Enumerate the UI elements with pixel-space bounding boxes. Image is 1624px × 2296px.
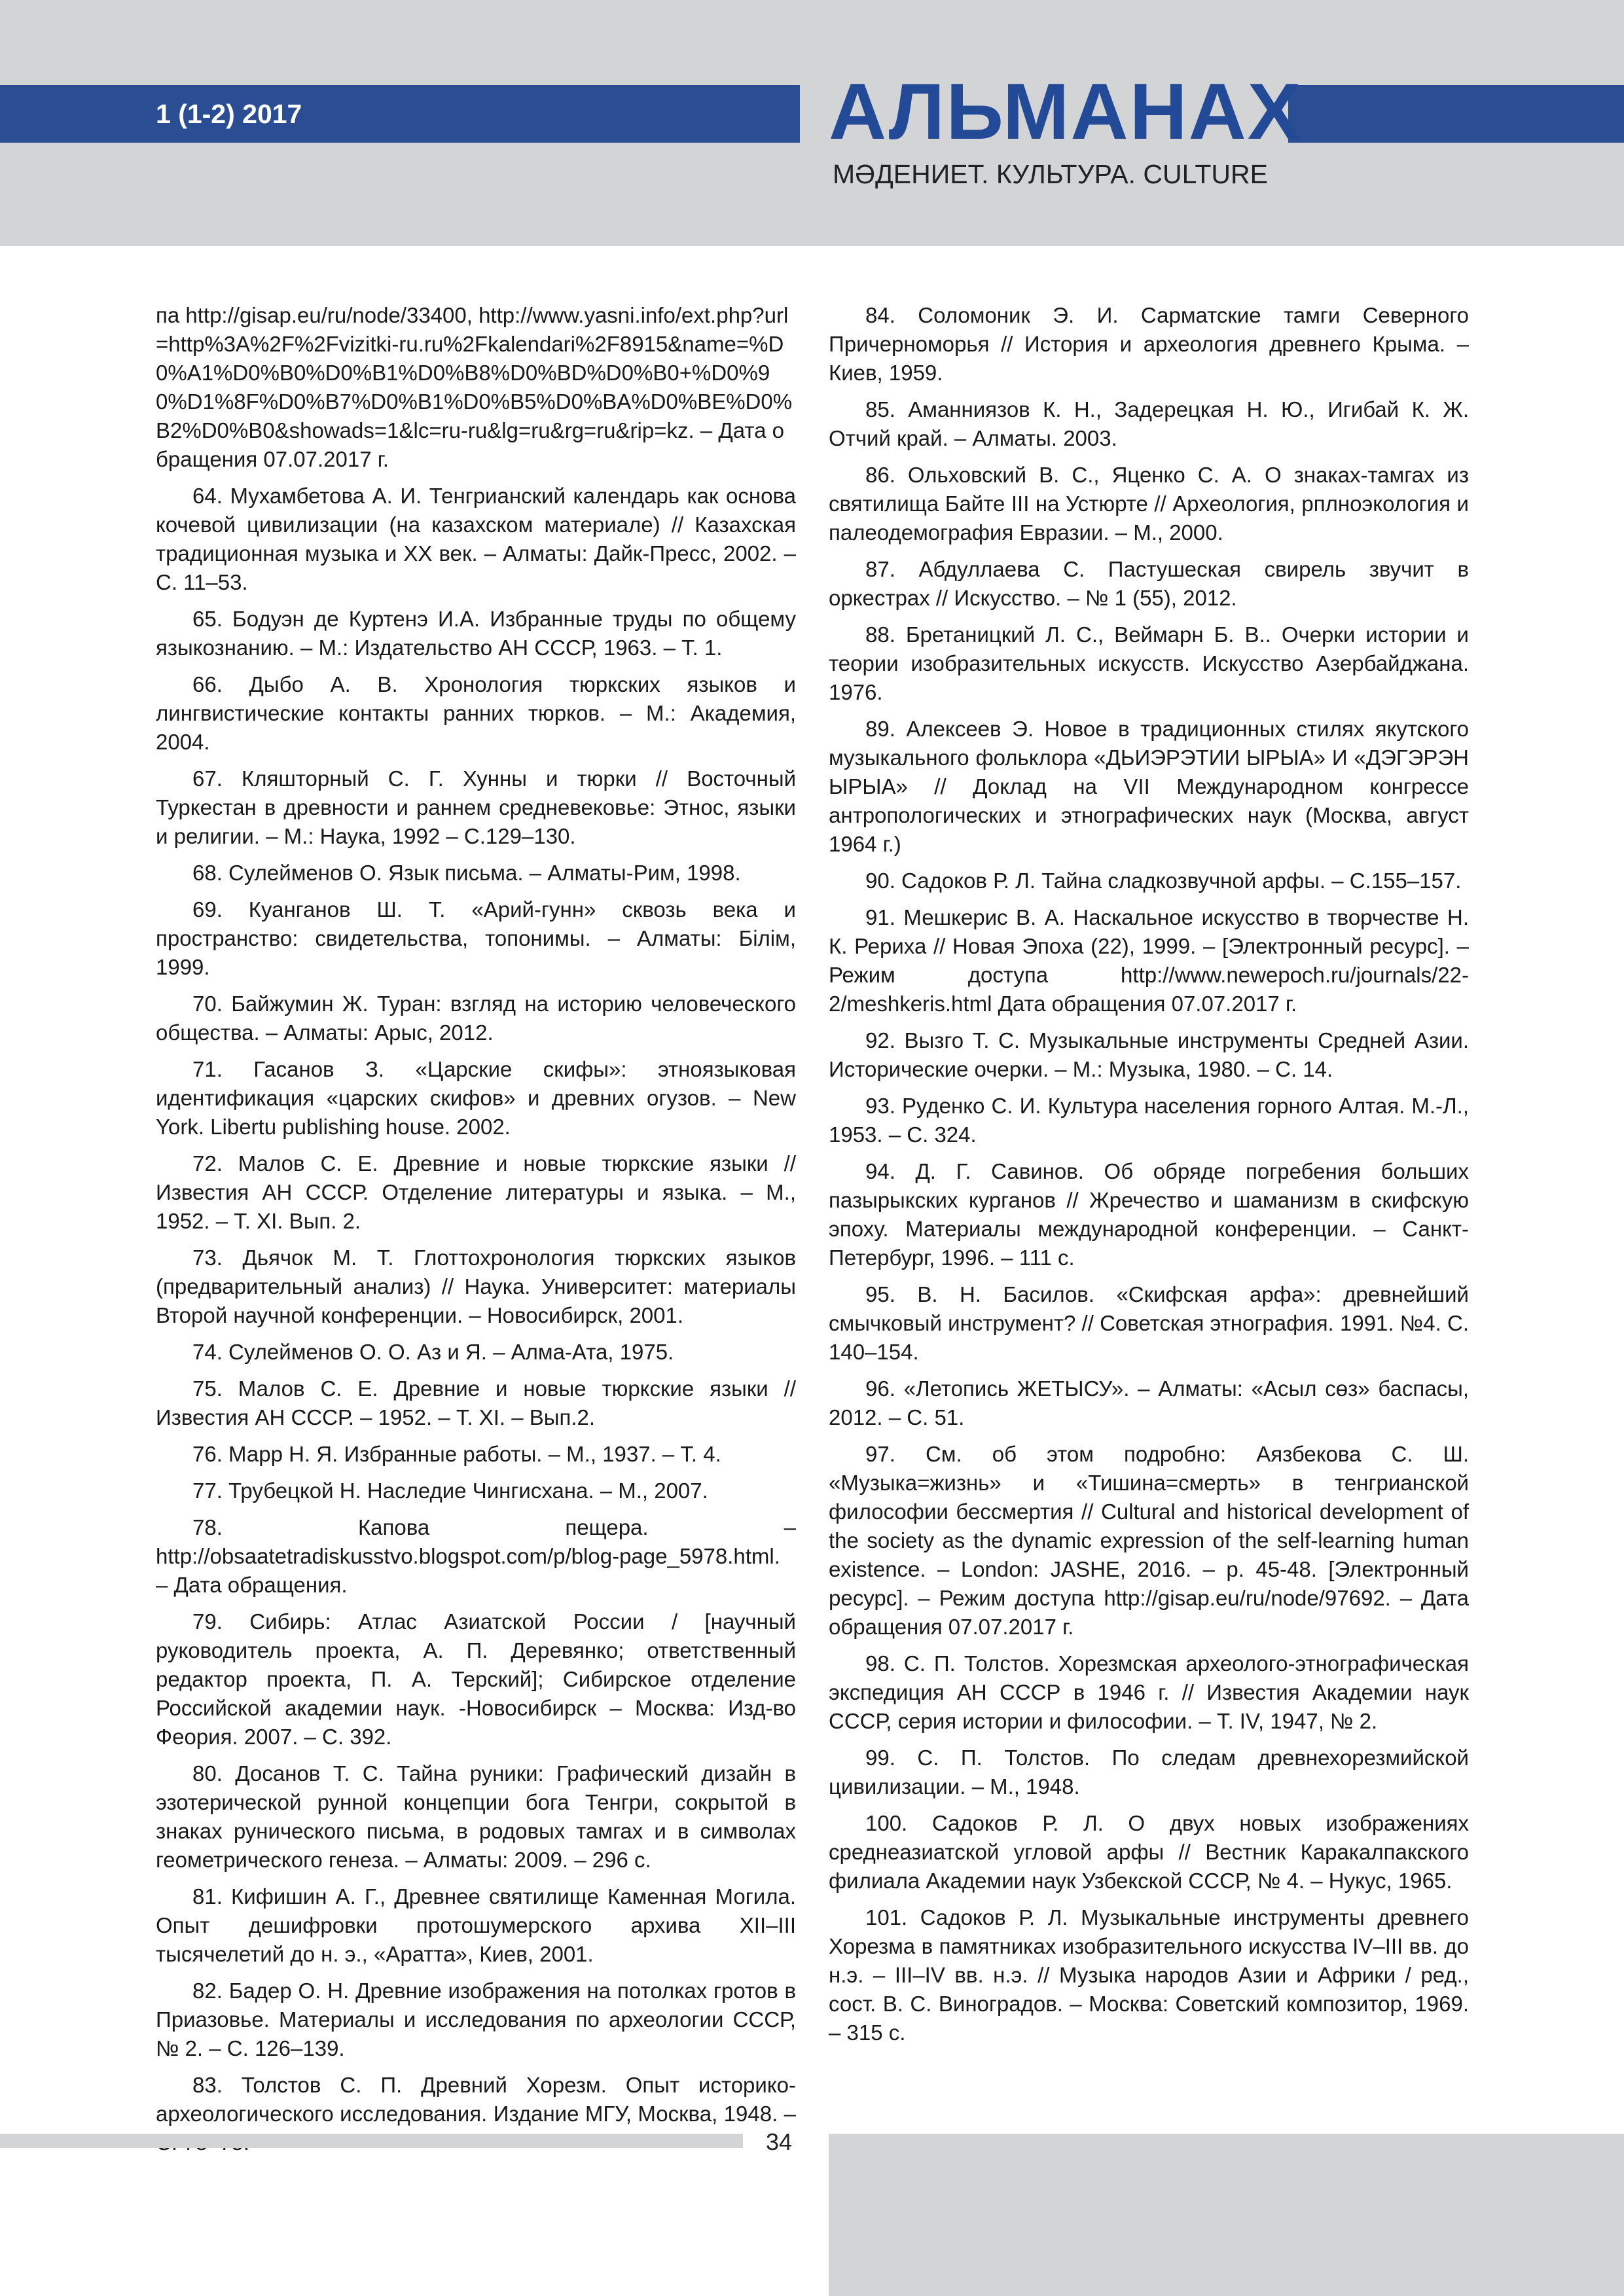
reference-item: 80. Досанов Т. С. Тайна руники: Графический дизайн в эзотерической рунной концепции бога Тенгри, сокрытой в знаках рунического письма, в родовых тамгах и в символах геометрического генеза. – Алматы: 2009. – 296 с.	[156, 1761, 796, 1872]
reference-item: 92. Вызго Т. С. Музыкальные инструменты Средней Азии. Исторические очерки. – М.: Музыка, 1980. – С. 14.	[829, 1028, 1469, 1081]
reference-item: 93. Руденко С. И. Культура населения горного Алтая. М.-Л., 1953. – С. 324.	[829, 1094, 1469, 1147]
reference-item: 65. Бодуэн де Куртенэ И.А. Избранные труды по общему языкознанию. – М.: Издательство АН СССР, 1963. – Т. 1.	[156, 607, 796, 660]
reference-item: 99. С. П. Толстов. По следам древнехорезмийской цивилизации. – М., 1948.	[829, 1746, 1469, 1799]
reference-item: 64. Мухамбетова А. И. Тенгрианский календарь как основа кочевой цивилизации (на казахском материале) // Казахская традиционная музыка и XX век. – Алматы: Дайк-Пресс, 2002. – С. 11–53.	[156, 484, 796, 594]
reference-item: 70. Байжумин Ж. Туран: взгляд на историю человеческого общества. – Алматы: Арыс, 2012.	[156, 992, 796, 1045]
reference-item: 71. Гасанов З. «Царские скифы»: этноязыковая идентификация «царских скифов» и древних огузов. – New York. Libertu publishing house. 2002.	[156, 1057, 796, 1139]
reference-item: 84. Соломоник Э. И. Сарматские тамги Северного Причерноморья // История и археология древнего Крыма. – Киев, 1959.	[829, 303, 1469, 385]
reference-item: 67. Кляшторный С. Г. Хунны и тюрки // Восточный Туркестан в древности и раннем средневековье: Этнос, языки и религии. – М.: Наука, 1992 – С.129–130.	[156, 766, 796, 848]
reference-item: 68. Сулейменов О. Язык письма. – Алматы-Рим, 1998.	[192, 861, 741, 885]
header-stripe-right	[1288, 85, 1624, 143]
reference-item: 76. Марр Н. Я. Избранные работы. – М., 1937. – Т. 4.	[192, 1442, 721, 1466]
reference-item: 75. Малов С. Е. Древние и новые тюркские языки // Известия АН СССР. – 1952. – Т. XI. – Вып.2.	[156, 1376, 796, 1429]
reference-item: 77. Трубецкой Н. Наследие Чингисхана. – М., 2007.	[192, 1479, 708, 1503]
reference-item: 89. Алексеев Э. Новое в традиционных стилях якутского музыкального фольклора «ДЬИЭРЭТИИ ЫРЫА» И «ДЭГЭРЭН ЫРЫА» // Доклад на VII Международном конгрессе антропологических и этнографических наук (Москва, август 1964 г.)	[829, 717, 1469, 856]
reference-item: 66. Дыбо А. В. Хронология тюркских языков и лингвистические контакты ранних тюрков. – М.: Академия, 2004.	[156, 672, 796, 754]
reference-item: 96. «Летопись ЖЕТЫСУ». – Алматы: «Асыл сөз» баспасы, 2012. – С. 51.	[829, 1376, 1469, 1429]
reference-item: 95. В. Н. Басилов. «Скифская арфа»: древнейший смычковый инструмент? // Советская этнография. 1991. №4. С. 140–154.	[829, 1282, 1469, 1364]
reference-item: 72. Малов С. Е. Древние и новые тюркские языки // Известия АН СССР. Отделение литературы и языка. – М., 1952. – Т. XI. Вып. 2.	[156, 1151, 796, 1233]
references-left-column	[156, 301, 796, 2126]
references-right-column	[829, 301, 1469, 2081]
reference-item: 101. Садоков Р. Л. Музыкальные инструменты древнего Хорезма в памятниках изобразительного искусства IV–III вв. до н.э. – III–IV вв. н.э. // Музыка народов Азии и Африки / ред., сост. В. С. Виноградов. – Москва: Советский композитор, 1969. – 315 с.	[829, 1905, 1469, 2045]
reference-item: 88. Бретаницкий Л. С., Веймарн Б. В.. Очерки истории и теории изобразительных искусств. Искусство Азербайджана. 1976.	[829, 622, 1469, 704]
reference-item: 86. Ольховский В. С., Яценко С. А. О знаках-тамгах из святилища Байте III на Устюрте // Археология, рплноэкология и палеодемография Евразии. – М., 2000.	[829, 463, 1469, 545]
reference-item: 69. Куанганов Ш. Т. «Арий-гунн» сквозь века и пространство: свидетельства, топонимы. – Алматы: Білім, 1999.	[156, 897, 796, 979]
reference-item: 81. Кифишин А. Г., Древнее святилище Каменная Могила. Опыт дешифровки протошумерского архива XII–III тысячелетий до н. э., «Аратта», Киев, 2001.	[156, 1884, 796, 1966]
page-number: 34	[765, 2128, 793, 2155]
reference-continuation: па http://gisap.eu/ru/node/33400, http://www.yasni.info/ext.php?url=http%3A%2F%2Fvizitki-ru.ru%2Fkalendari%2F8915&name=%D0%A1%D0%B0%D0%B1%D0%B8%D0%BD%D0%B0+%D0%90%D1%8F%D0%B7%D0%B1%D0%B5%D0%BA%D0%BE%D0%B2%D0%B0&showads=1&lc=ru-ru&lg=ru&rg=ru&rip=kz. – Дата обращения 07.07.2017 г.	[156, 303, 793, 471]
footer-block-right	[829, 2134, 1624, 2296]
reference-item: 98. С. П. Толстов. Хорезмская археолого-этнографическая экспедиция АН СССР в 1946 г. // Известия Академии наук СССР, серия истории и философии. – Т. IV, 1947, № 2.	[829, 1651, 1469, 1733]
reference-item: 78. Капова пещера. – http://obsaatetradiskusstvo.blogspot.com/p/blog-page_5978.html. – Дата обращения.	[156, 1515, 796, 1597]
journal-title: АЛЬМАНАХ	[829, 67, 1303, 156]
footer-bar-left	[0, 2134, 743, 2148]
reference-item: 100. Садоков Р. Л. О двух новых изображениях среднеазиатской угловой арфы // Вестник Каракалпакского филиала Академии наук Узбекской СССР, № 4. – Нукус, 1965.	[829, 1811, 1469, 1893]
header-stripe-left	[0, 85, 800, 143]
reference-item: 94. Д. Г. Савинов. Об обряде погребения больших пазырыкских курганов // Жречество и шаманизм в скифскую эпоху. Материалы международной конференции. – Санкт-Петербург, 1996. – 111 с.	[829, 1159, 1469, 1270]
reference-item: 79. Сибирь: Атлас Азиатской России / [научный руководитель проекта, А. П. Деревянко; ответственный редактор проекта, П. А. Терский]; Сибирское отделение Российской академии наук. -Новосибирск – Москва: Изд-во Феория. 2007. – С. 392.	[156, 1609, 796, 1749]
journal-subtitle: МӘДЕНИЕТ. КУЛЬТУРА. CULTURE	[833, 159, 1268, 189]
reference-item: 73. Дьячок М. Т. Глоттохронология тюркских языков (предварительный анализ) // Наука. Университет: материалы Второй научной конференции. – Новосибирск, 2001.	[156, 1246, 796, 1327]
reference-item: 82. Бадер О. Н. Древние изображения на потолках гротов в Приазовье. Материалы и исследования по археологии СССР, № 2. – С. 126–139.	[156, 1979, 796, 2060]
reference-item: 90. Садоков Р. Л. Тайна сладкозвучной арфы. – С.155–157.	[865, 869, 1462, 893]
reference-item: 74. Сулейменов О. О. Аз и Я. – Алма-Ата, 1975.	[192, 1340, 674, 1364]
reference-item: 97. См. об этом подробно: Аязбекова С. Ш. «Музыка=жизнь» и «Тишина=смерть» в тенгрианской философии бессмертия // Cultural and historical development of the society as the dynamic expression of the self-learning human existence. – London: JASHE, 2016. – p. 45-48. [Электронный ресурс]. – Режим доступа http://gisap.eu/ru/node/97692. – Дата обращения 07.07.2017 г.	[829, 1442, 1469, 1639]
reference-item: 85. Аманниязов К. Н., Задерецкая Н. Ю., Игибай К. Ж. Отчий край. – Алматы. 2003.	[829, 397, 1469, 450]
reference-item: 83. Толстов С. П. Древний Хорезм. Опыт историко-археологического исследования. Издание МГУ, Москва, 1948. –	[156, 2073, 796, 2126]
reference-item: 91. Мешкерис В. А. Наскальное искусство в творчестве Н. К. Рериха // Новая Эпоха (22), 1999. – [Электронный ресурс]. – Режим доступа http://www.newepoch.ru/journals/22-2/meshkeris.html Дата обращения 07.07.2017 г.	[829, 905, 1469, 1016]
issue-number: 1 (1-2) 2017	[156, 99, 302, 129]
reference-item: 87. Абдуллаева С. Пастушеская свирель звучит в оркестрах // Искусство. – № 1 (55), 2012.	[829, 557, 1469, 610]
